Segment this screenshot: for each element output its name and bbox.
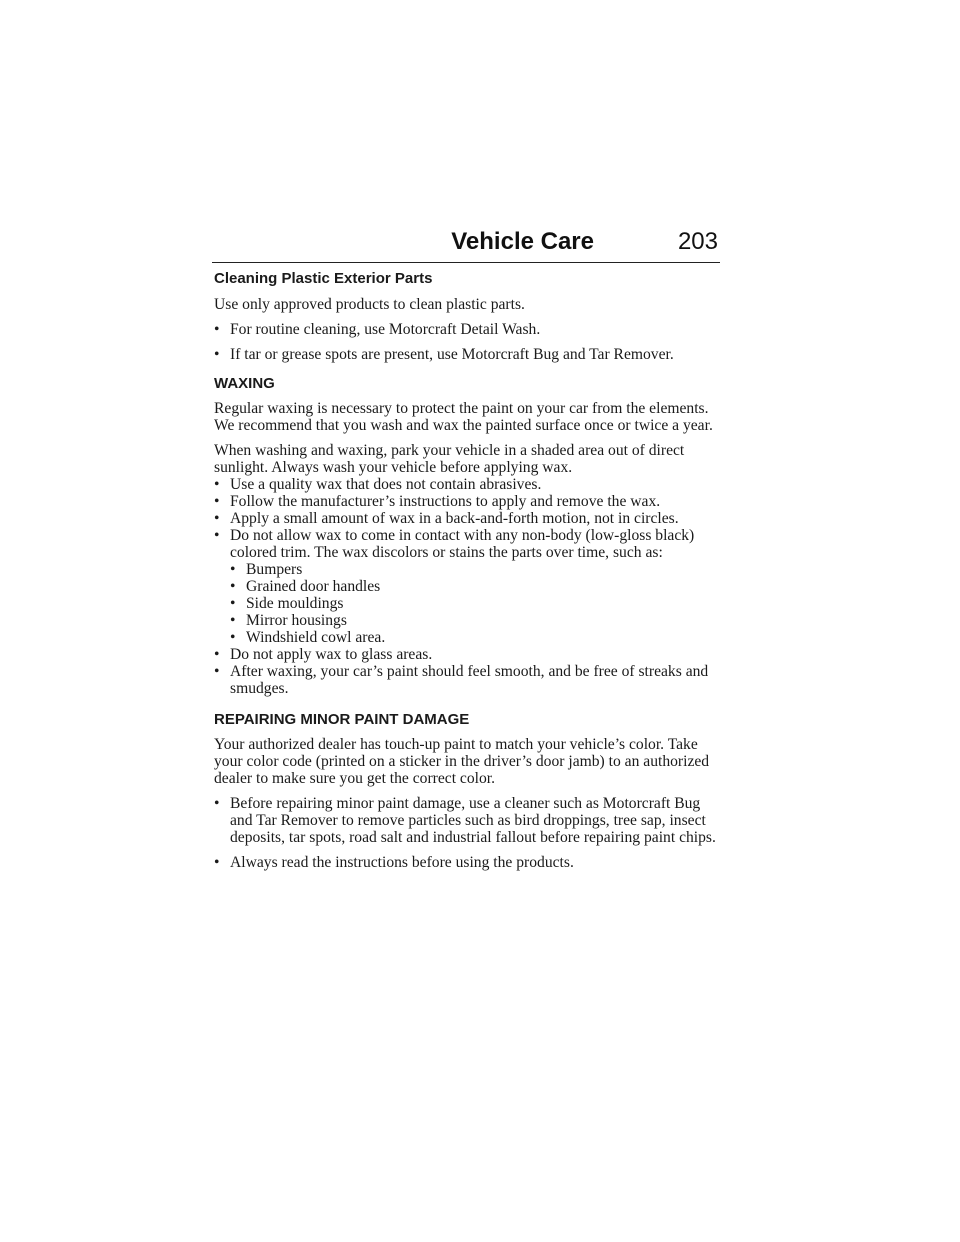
heading-waxing: WAXING xyxy=(214,375,275,392)
waxing-paragraph-2: When washing and waxing, park your vehicle in a shaded area out of direct sunlight. Always wash your vehicle before applying wax. xyxy=(214,442,685,476)
bullet-icon: • xyxy=(214,646,220,663)
list-item: • Before repairing minor paint damage, use a cleaner such as Motorcraft Bug and Tar Remover to remove particles such as bird droppings, tree sap, insect deposits, tar spots, road salt and industrial fallout before repairing paint chips. xyxy=(214,795,716,846)
waxing-list xyxy=(214,476,724,697)
repair-list xyxy=(214,795,724,871)
bullet-icon: • xyxy=(214,321,220,338)
sub-list-item: • Side mouldings xyxy=(230,595,344,612)
page-number: 203 xyxy=(677,228,718,255)
plastic-list xyxy=(214,321,724,363)
page-header xyxy=(212,226,720,263)
waxing-paragraph-1: Regular waxing is necessary to protect the paint on your car from the elements. We recommend that you wash and wax the painted surface once or twice a year. xyxy=(214,400,713,434)
sub-list-item: • Mirror housings xyxy=(230,612,347,629)
bullet-icon: • xyxy=(230,578,236,595)
sub-list-item: • Grained door handles xyxy=(230,578,381,595)
sub-list-item: • Windshield cowl area. xyxy=(230,629,386,646)
list-item: • Do not allow wax to come in contact with any non-body (low-gloss black) colored trim. The wax discolors or stains the parts over time, such as: • Bumpers • Grained door handles • Side mouldings • Mirror housings • Windshield cowl area. xyxy=(214,527,724,646)
bullet-icon: • xyxy=(230,629,236,646)
bullet-icon: • xyxy=(230,595,236,612)
bullet-icon: • xyxy=(214,854,220,871)
plastic-intro: Use only approved products to clean plastic parts. xyxy=(214,296,525,313)
list-item: • For routine cleaning, use Motorcraft Detail Wash. xyxy=(214,321,541,338)
bullet-icon: • xyxy=(214,346,220,363)
bullet-icon: • xyxy=(230,612,236,629)
bullet-icon: • xyxy=(214,527,220,544)
section-title: Vehicle Care xyxy=(451,228,594,255)
trim-parts-list xyxy=(230,561,724,646)
list-item: • Do not apply wax to glass areas. xyxy=(214,646,433,663)
list-item: • Apply a small amount of wax in a back-and-forth motion, not in circles. xyxy=(214,510,679,527)
list-item: • If tar or grease spots are present, use Motorcraft Bug and Tar Remover. xyxy=(214,346,674,363)
bullet-icon: • xyxy=(214,795,220,812)
bullet-icon: • xyxy=(214,663,220,680)
bullet-icon: • xyxy=(214,510,220,527)
list-item: • Follow the manufacturer’s instructions to apply and remove the wax. xyxy=(214,493,661,510)
heading-cleaning-plastic: Cleaning Plastic Exterior Parts xyxy=(214,270,433,287)
list-item: • Always read the instructions before using the products. xyxy=(214,854,574,871)
list-item: • Use a quality wax that does not contain abrasives. xyxy=(214,476,542,493)
bullet-icon: • xyxy=(214,493,220,510)
bullet-icon: • xyxy=(214,476,220,493)
heading-repairing-paint: REPAIRING MINOR PAINT DAMAGE xyxy=(214,711,470,728)
repair-paragraph: Your authorized dealer has touch-up paint to match your vehicle’s color. Take your color code (printed on a sticker in the driver’s door jamb) to an authorized dealer to make sure you get the correct color. xyxy=(214,736,710,787)
page-content xyxy=(214,270,724,879)
sub-list-item: • Bumpers xyxy=(230,561,303,578)
bullet-icon: • xyxy=(230,561,236,578)
list-item: • After waxing, your car’s paint should feel smooth, and be free of streaks and smudges. xyxy=(214,663,709,697)
